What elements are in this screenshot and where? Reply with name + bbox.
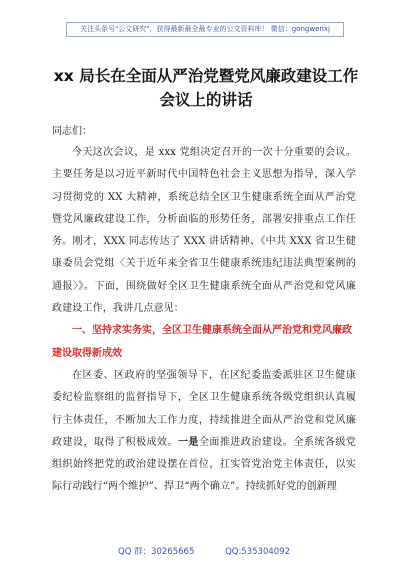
document-body [52,142,356,499]
paragraph-intro: 今天这次会议，是 xxx 党组决定召开的一次十分重要的会议。主要任务是以习近平新时代中国特色社会主义思想为指导，深入学习贯彻党的 XX 大精神，系统总结全区卫生健康系统全面从严治党暨党风廉政建设工作，分析面临的形势任务，部署安排重点工作任务。刚才，XXX 同志传达了 XXX 讲话精神、《中共 XXX 省卫生健康委员会党组〈关于近年来全省卫生健康系统违纪违法典型案例的通报〉》。下面，围绕做好全区卫生健康系统全面从严治党和党风廉政建设工作，我讲几点意见： [52,147,356,315]
point-one-marker: 一是 [177,436,199,448]
footer-qq: QQ:535304092 [225,547,290,557]
section-heading-1: 一、坚持求实务实，全区卫生健康系统全面从严治党和党风廉政建设取得新成效 [52,325,352,359]
promo-banner: 关注头条号"公文研究"，获得最新最全最专业的公文资料库！ 微信：gongwenxj [66,22,344,37]
paragraph-achievements-lead: 在区委、区政府的坚强领导下，在区纪委监委派驻区卫生健康委纪检监察组的监督指导下，全区卫生健康系统各级党组织认真履行主体责任，不断加大工作力度，持续推进全面从严治党和党风廉政建设，取得了积极成效。 [52,369,356,448]
document-title: xx 局长在全面从严治党暨党风廉政建设工作会议上的讲话 [53,67,359,109]
paragraph-achievements [52,365,356,499]
salutation: 同志们： [52,126,92,137]
paragraph-achievements-tail: 全面推进政治建设。全系统各级党组织始终把党的政治建设摆在首位，扛实管党治党主体责任，以实际行动践行“两个维护”、捍卫“两个确立”。持续抓好党的创新理 [52,436,356,493]
footer-qq-group: QQ 群：30265665 [118,547,195,557]
page-footer [0,545,408,557]
